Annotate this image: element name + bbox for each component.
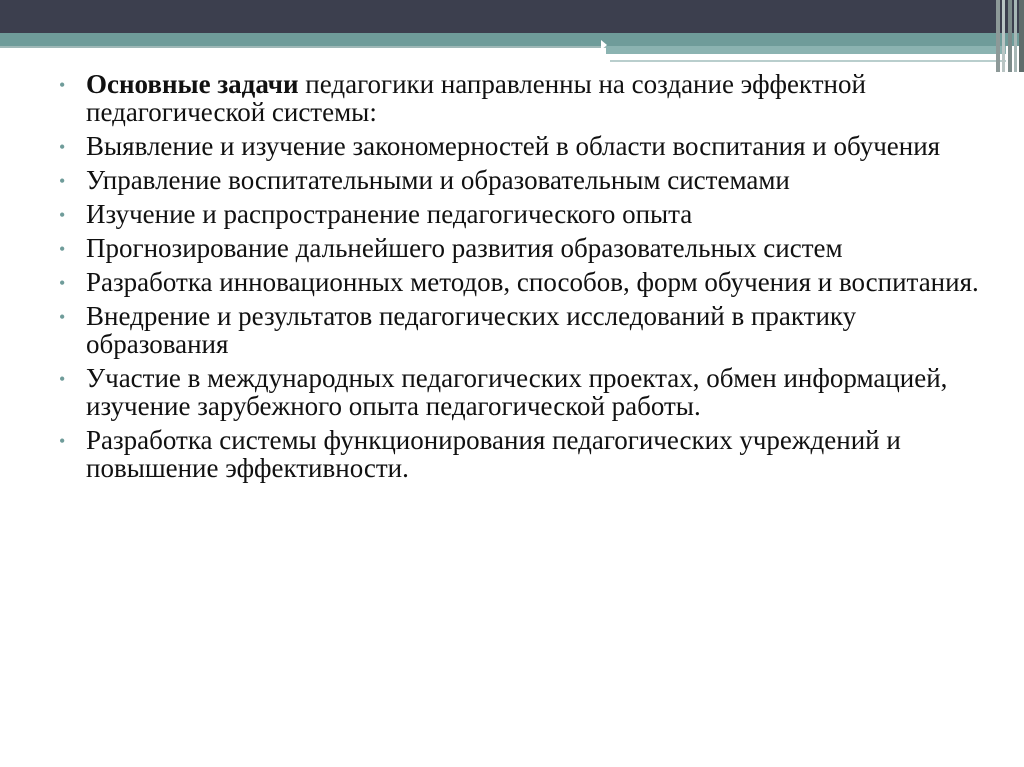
decor-stripe — [1014, 0, 1017, 72]
list-item — [54, 426, 994, 482]
header-band-dark — [0, 0, 1024, 33]
item-text: педагогики направленны на создание эффектной педагогической системы: — [86, 69, 866, 127]
header-band-teal-light — [606, 46, 1006, 54]
list-item — [54, 200, 994, 228]
slide-content — [54, 70, 994, 488]
list-item — [54, 302, 994, 358]
item-lead: Основные задачи — [86, 69, 299, 99]
item-text: Разработка инновационных методов, способов, форм обучения и воспитания. — [86, 267, 979, 297]
bullet-icon: • — [59, 273, 66, 293]
bullet-icon: • — [59, 431, 66, 451]
list-item — [54, 268, 994, 296]
header-thin-line — [610, 60, 1006, 62]
item-text: Прогнозирование дальнейшего развития образовательных систем — [86, 233, 843, 263]
decor-stripe — [1008, 0, 1012, 72]
item-text: Внедрение и результатов педагогических исследований в практику образования — [86, 301, 857, 359]
bullet-icon: • — [59, 75, 66, 95]
bullet-icon: • — [59, 307, 66, 327]
bullet-icon: • — [59, 171, 66, 191]
list-item — [54, 364, 994, 420]
list-item — [54, 70, 994, 126]
bullet-icon: • — [59, 137, 66, 157]
list-item — [54, 234, 994, 262]
task-list — [54, 70, 994, 482]
item-text: Изучение и распространение педагогического опыта — [86, 199, 693, 229]
list-item — [54, 132, 994, 160]
decor-stripe — [996, 0, 1000, 72]
decor-stripe — [1002, 0, 1005, 72]
item-text: Выявление и изучение закономерностей в области воспитания и обучения — [86, 131, 941, 161]
item-text: Управление воспитательными и образовательным системами — [86, 165, 790, 195]
arrow-marker-icon — [601, 40, 607, 50]
header-divider-line — [0, 46, 606, 48]
decor-stripe — [1019, 0, 1024, 72]
item-text: Разработка системы функционирования педагогических учреждений и повышение эффективности. — [86, 425, 901, 483]
header-band-teal — [0, 33, 1024, 46]
list-item — [54, 166, 994, 194]
bullet-icon: • — [59, 239, 66, 259]
item-text: Участие в международных педагогических проектах, обмен информацией, изучение зарубежного опыта педагогической работы. — [86, 363, 948, 421]
bullet-icon: • — [59, 369, 66, 389]
bullet-icon: • — [59, 205, 66, 225]
